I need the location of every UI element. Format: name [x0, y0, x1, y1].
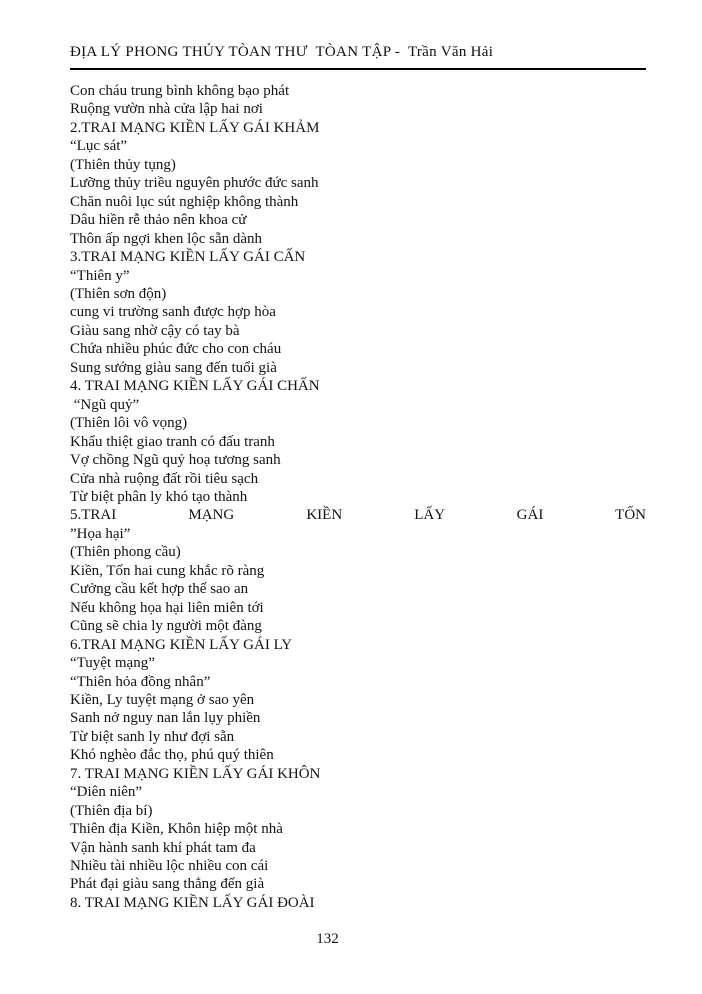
page-number: 132 [316, 931, 339, 947]
text-line: “Thiên y” [70, 267, 130, 284]
text-line: Lưỡng thủy triều nguyên phước đức sanh [70, 175, 319, 192]
text-line: Giàu sang nhờ cậy có tay bà [70, 322, 240, 339]
section-heading-line: 4. TRAI MẠNG KIỀN LẤY GÁI CHẤN [70, 378, 320, 395]
text-line: Cũng sẽ chia ly người một đàng [70, 618, 262, 635]
poem-body [70, 82, 646, 912]
text-line: Vợ chồng Ngũ quỷ hoạ tương sanh [70, 452, 281, 469]
text-line: “Diên niên” [70, 784, 143, 801]
text-line: Kiền, Ly tuyệt mạng ở sao yên [70, 691, 255, 708]
text-line: Thiên địa Kiền, Khôn hiệp một nhà [70, 821, 283, 838]
text-line: (Thiên lôi vô vọng) [70, 415, 188, 432]
section-heading-line: 6.TRAI MẠNG KIỀN LẤY GÁI LY [70, 636, 293, 653]
section-heading-line: 3.TRAI MẠNG KIỀN LẤY GÁI CẤN [70, 249, 306, 266]
text-line: ”Họa hại” [70, 525, 131, 542]
text-line: Dâu hiền rễ thảo nên khoa cử [70, 212, 247, 229]
section-heading-line: 7. TRAI MẠNG KIỀN LẤY GÁI KHÔN [70, 765, 321, 782]
text-line: (Thiên phong cầu) [70, 544, 181, 561]
text-line: (Thiên sơn độn) [70, 285, 167, 302]
text-line: Kiền, Tốn hai cung khắc rõ ràng [70, 562, 265, 579]
text-line: “Ngũ quỷ” [70, 396, 140, 413]
text-line: Nếu không họa hại liên miên tới [70, 599, 264, 616]
text-line: “Lục sát” [70, 138, 128, 155]
text-line: “Tuyệt mạng” [70, 655, 155, 672]
text-line: Phát đại giàu sang thẳng đến già [70, 876, 265, 893]
text-line: Cửa nhà ruộng đất rồi tiêu sạch [70, 470, 259, 487]
document-header-title: ĐỊA LÝ PHONG THỦY TÒAN THƯ TÒAN TẬP - Trần Văn Hải [70, 44, 494, 60]
text-line: Sanh nở nguy nan lắn lụy phiền [70, 710, 261, 727]
section-heading-line: 2.TRAI MẠNG KIỀN LẤY GÁI KHẢM [70, 119, 320, 136]
text-line: Khẩu thiệt giao tranh có đấu tranh [70, 433, 275, 450]
text-line: Con cháu trung bình không bạo phát [70, 83, 290, 99]
text-line: Vận hành sanh khí phát tam đa [70, 839, 256, 856]
section-heading-line: 5.TRAI MẠNG KIỀN LẤY GÁI TỐN [70, 507, 646, 524]
text-line: (Thiên thủy tụng) [70, 156, 176, 173]
section-heading-line: 8. TRAI MẠNG KIỀN LẤY GÁI ĐOÀI [70, 894, 315, 911]
text-line: Thôn ấp ngợi khen lộc sẵn dành [70, 230, 263, 247]
text-line: Từ biệt sanh ly như đợi sẵn [70, 728, 235, 745]
text-line: Ruộng vườn nhà cửa lập hai nơi [70, 101, 263, 118]
text-line: Cưởng cầu kết hợp thế sao an [70, 581, 249, 598]
text-line: Chứa nhiều phúc đức cho con cháu [70, 341, 282, 358]
header-rule-divider [70, 68, 646, 70]
text-line: Sung sướng giàu sang đến tuổi già [70, 359, 277, 376]
text-line: Nhiều tài nhiều lộc nhiều con cái [70, 858, 269, 875]
text-line: Chăn nuôi lục sút nghiệp không thành [70, 193, 299, 210]
text-line: Từ biệt phân ly khó tạo thành [70, 488, 248, 505]
text-line: cung vi trường sanh được hợp hòa [70, 304, 276, 321]
text-line: “Thiên hỏa đồng nhân” [70, 673, 211, 690]
text-line: (Thiên địa bí) [70, 802, 153, 819]
text-line: Khó nghèo đắc thọ, phú quý thiên [70, 747, 274, 764]
